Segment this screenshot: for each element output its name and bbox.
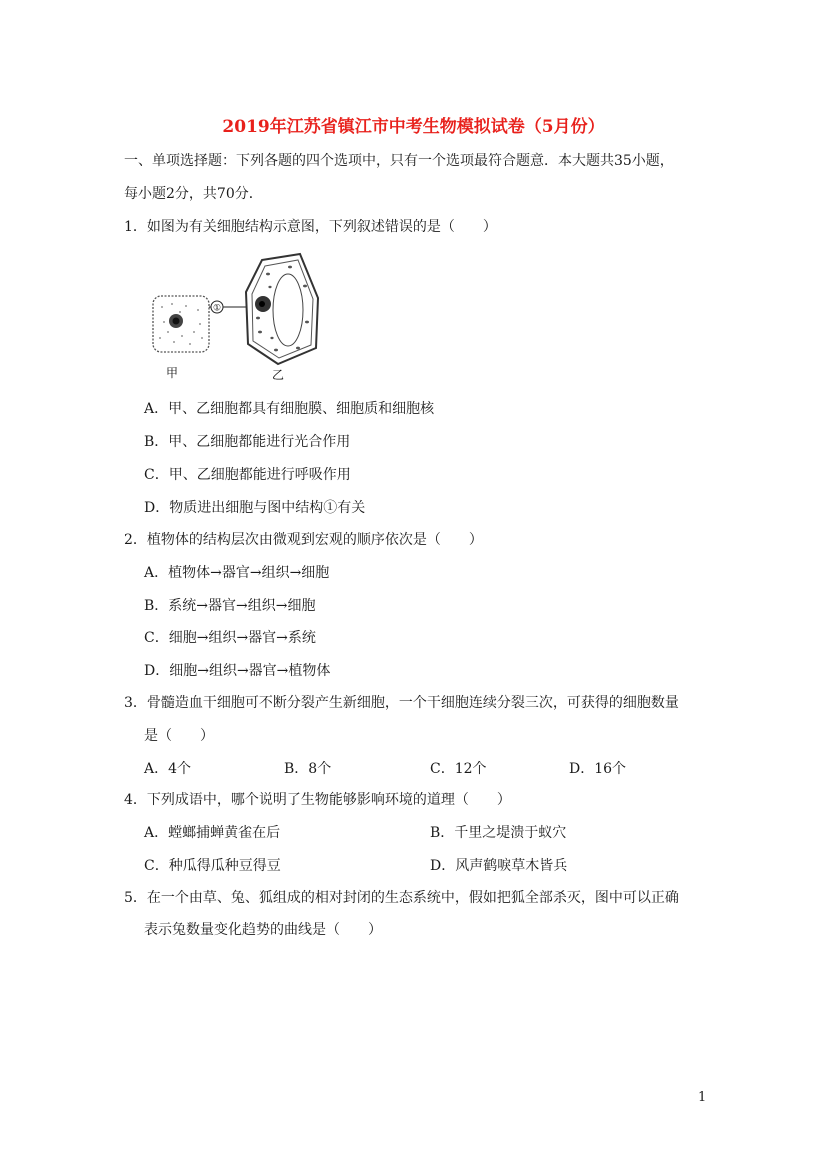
- question-5-stem: 5．在一个由草、兔、狐组成的相对封闭的生态系统中，假如把狐全部杀灭，图中可以正确: [124, 890, 679, 906]
- section-heading-cont: 每小题2分，共70分．: [124, 186, 263, 202]
- question-5-stem-cont: 表示兔数量变化趋势的曲线是（ ）: [144, 922, 382, 938]
- question-1-option-b: B．甲、乙细胞都能进行光合作用: [144, 434, 351, 450]
- page-number: 1: [698, 1090, 707, 1105]
- question-3-stem: 3．骨髓造血干细胞可不断分裂产生新细胞，一个干细胞连续分裂三次，可获得的细胞数量: [124, 695, 679, 711]
- question-4-stem: 4．下列成语中，哪个说明了生物能够影响环境的道理（ ）: [124, 792, 511, 808]
- question-4-option-d: D．风声鹤唳草木皆兵: [430, 858, 568, 874]
- figure-label-left: 甲: [165, 366, 179, 380]
- question-4-option-b: B．千里之堤溃于蚁穴: [430, 825, 567, 841]
- question-1-stem: 1．如图为有关细胞结构示意图，下列叙述错误的是（ ）: [124, 219, 497, 235]
- question-3-option-a: A．4个: [144, 761, 192, 777]
- question-2-stem: 2．植物体的结构层次由微观到宏观的顺序依次是（ ）: [124, 532, 483, 548]
- cell-diagram: [150, 252, 340, 386]
- question-3-option-c: C．12个: [430, 761, 487, 777]
- question-3-stem-cont: 是（ ）: [144, 728, 214, 744]
- question-2-option-c: C．细胞→组织→器官→系统: [144, 630, 316, 646]
- question-4-option-c: C．种瓜得瓜种豆得豆: [144, 858, 281, 874]
- question-1-option-d: D．物质进出细胞与图中结构①有关: [144, 500, 366, 516]
- figure-label-right: 乙: [271, 368, 285, 382]
- marker-label: ①: [212, 303, 222, 314]
- question-3-option-b: B．8个: [284, 761, 332, 777]
- page-title: 2019年江苏省镇江市中考生物模拟试卷（5月份）: [222, 117, 605, 137]
- question-1-option-a: A．甲、乙细胞都具有细胞膜、细胞质和细胞核: [144, 401, 435, 417]
- animal-cell-icon: [153, 296, 209, 352]
- plant-cell-icon: [246, 254, 318, 364]
- cell-diagram-svg: [150, 252, 340, 382]
- question-1-option-c: C．甲、乙细胞都能进行呼吸作用: [144, 467, 351, 483]
- question-3-option-d: D．16个: [569, 761, 627, 777]
- section-heading: 一、单项选择题：下列各题的四个选项中，只有一个选项最符合题意．本大题共35小题，: [124, 153, 674, 169]
- question-2-option-b: B．系统→器官→组织→细胞: [144, 598, 316, 614]
- question-2-option-d: D．细胞→组织→器官→植物体: [144, 663, 331, 679]
- question-2-option-a: A．植物体→器官→组织→细胞: [144, 565, 330, 581]
- question-4-option-a: A．螳螂捕蝉黄雀在后: [144, 825, 281, 841]
